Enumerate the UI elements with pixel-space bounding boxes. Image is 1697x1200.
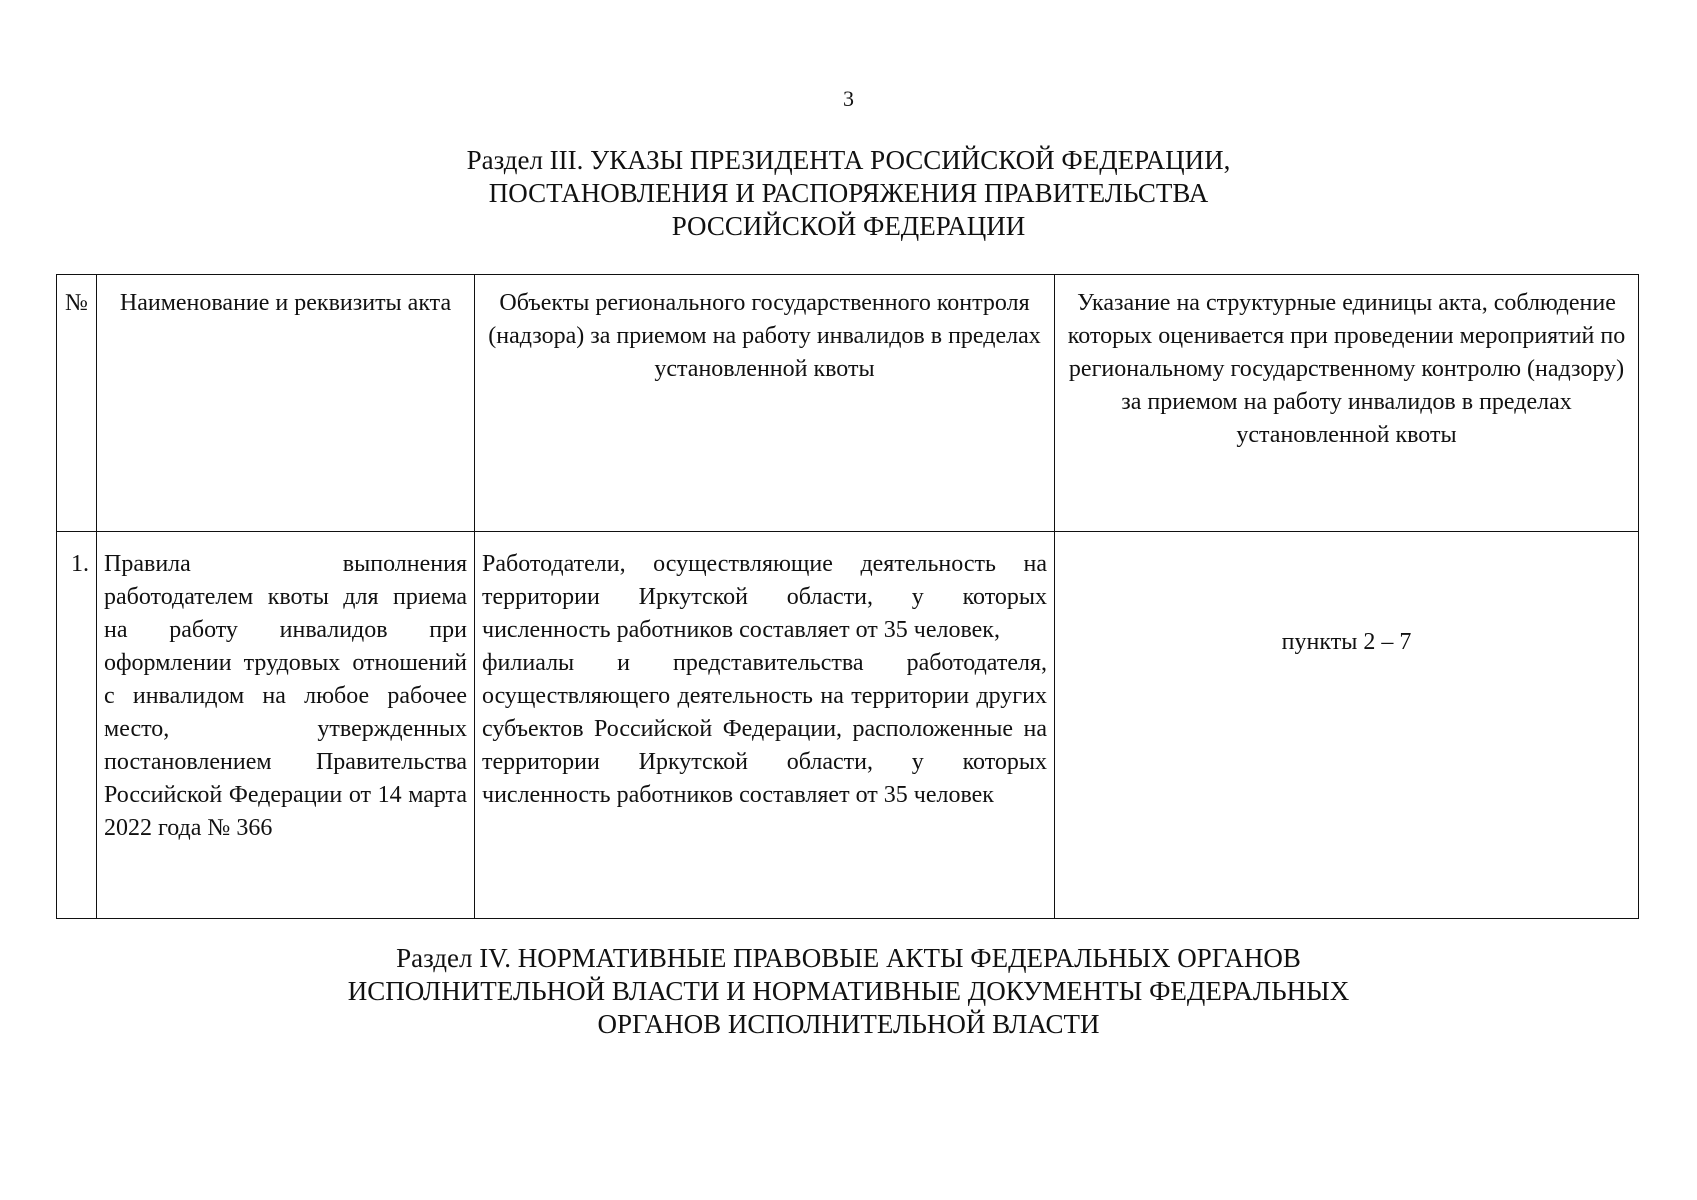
- acts-table: [56, 274, 1639, 919]
- section-4-title-line: ИСПОЛНИТЕЛЬНОЙ ВЛАСТИ И НОРМАТИВНЫЕ ДОКУМЕНТЫ ФЕДЕРАЛЬНЫХ: [347, 976, 1350, 1006]
- section-3-title-line: РОССИЙСКОЙ ФЕДЕРАЦИИ: [671, 211, 1026, 241]
- row-number: 1.: [57, 532, 97, 919]
- page-number: 3: [843, 86, 854, 111]
- table-header-row: [57, 275, 1639, 532]
- section-4-title-line: Раздел IV. НОРМАТИВНЫЕ ПРАВОВЫЕ АКТЫ ФЕДЕРАЛЬНЫХ ОРГАНОВ: [396, 943, 1301, 973]
- header-number: №: [57, 275, 97, 532]
- structural-units-value: пункты 2 – 7: [1281, 629, 1412, 655]
- structural-units-cell: [1055, 532, 1639, 919]
- control-objects-cell: [475, 532, 1055, 919]
- section-4-title-line: ОРГАНОВ ИСПОЛНИТЕЛЬНОЙ ВЛАСТИ: [597, 1009, 1100, 1039]
- control-object-paragraph: филиалы и представительства работодателя, осуществляющего деятельность на территории других субъектов Российской Федерации, расположенные на территории Иркутской области, у которых численность работников составляет от 35 человек: [482, 650, 1047, 808]
- header-control-objects: Объекты регионального государственного контроля (надзора) за приемом на работу инвалидов в пределах установленной квоты: [475, 275, 1055, 532]
- header-act-name: Наименование и реквизиты акта: [97, 275, 475, 532]
- section-3-title-line: Раздел III. УКАЗЫ ПРЕЗИДЕНТА РОССИЙСКОЙ ФЕДЕРАЦИИ,: [466, 145, 1231, 175]
- table-row: [57, 532, 1639, 919]
- header-structural-units: Указание на структурные единицы акта, соблюдение которых оценивается при проведении мероприятий по региональному государственному контролю (надзору) за приемом на работу инвалидов в пределах установленной квоты: [1055, 275, 1639, 532]
- section-3-title-line: ПОСТАНОВЛЕНИЯ И РАСПОРЯЖЕНИЯ ПРАВИТЕЛЬСТВА: [488, 178, 1209, 208]
- act-name-cell: Правила выполнения работодателем квоты для приема на работу инвалидов при оформлении трудовых отношений с инвалидом на любое рабочее место, утвержденных постановлением Правительства Российской Федерации от 14 марта 2022 года № 366: [97, 532, 475, 919]
- section-4-title: [0, 942, 1697, 1041]
- control-object-paragraph: Работодатели, осуществляющие деятельность на территории Иркутской области, у которых численность работников составляет от 35 человек,: [482, 551, 1047, 643]
- section-3-title: [0, 144, 1697, 243]
